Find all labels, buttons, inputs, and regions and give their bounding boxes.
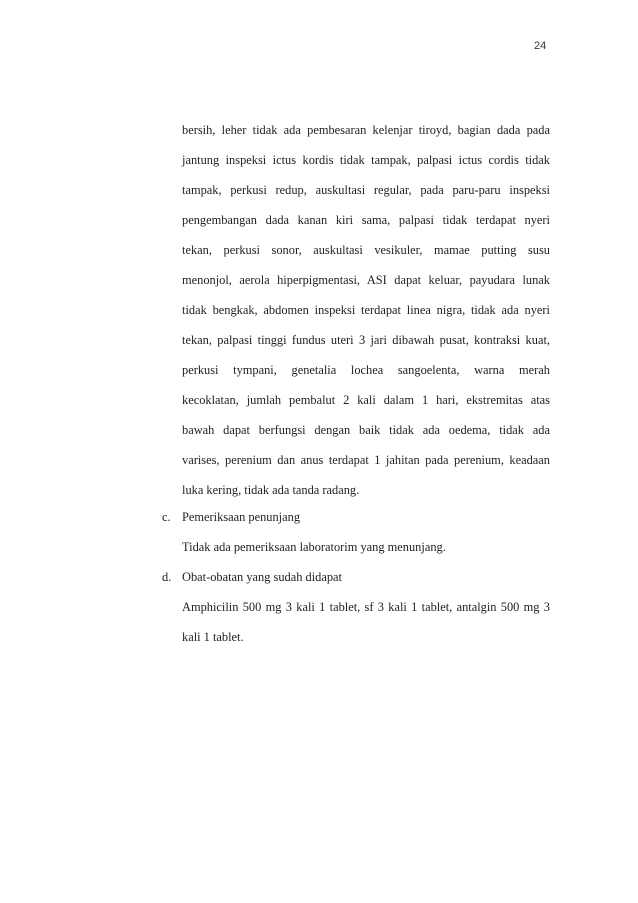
- section-line: Tidak ada pemeriksaan laboratorim yang menunjang.: [182, 540, 446, 554]
- paragraph-line: jantung inspeksi ictus kordis tidak tampak, palpasi ictus cordis tidak: [182, 153, 550, 167]
- paragraph-line: tekan, perkusi sonor, auskultasi vesikuler, mamae putting susu: [182, 243, 550, 257]
- paragraph-line: menonjol, aerola hiperpigmentasi, ASI dapat keluar, payudara lunak: [182, 273, 550, 287]
- section-heading-medications: [162, 569, 342, 585]
- page-number: 24: [534, 40, 547, 52]
- paragraph-line: tampak, perkusi redup, auskultasi regular, pada paru-paru inspeksi: [182, 183, 550, 197]
- section-title: Obat-obatan yang sudah didapat: [182, 570, 342, 584]
- section-heading-supporting-exam: [162, 509, 300, 525]
- list-marker: d.: [162, 570, 172, 584]
- paragraph-line: tekan, palpasi tinggi fundus uteri 3 jari dibawah pusat, kontraksi kuat,: [182, 333, 550, 347]
- paragraph-line: bersih, leher tidak ada pembesaran kelenjar tiroyd, bagian dada pada: [182, 123, 550, 137]
- paragraph-line: kecoklatan, jumlah pembalut 2 kali dalam 1 hari, ekstremitas atas: [182, 393, 550, 407]
- section-line: kali 1 tablet.: [182, 630, 244, 644]
- paragraph-line: pengembangan dada kanan kiri sama, palpasi tidak terdapat nyeri: [182, 213, 550, 227]
- section-title: Pemeriksaan penunjang: [182, 510, 301, 524]
- paragraph-line: luka kering, tidak ada tanda radang.: [182, 483, 360, 497]
- paragraph-line: bawah dapat berfungsi dengan baik tidak ada oedema, tidak ada: [182, 423, 550, 437]
- paragraph-line: varises, perenium dan anus terdapat 1 jahitan pada perenium, keadaan: [182, 453, 550, 467]
- paragraph-line: perkusi tympani, genetalia lochea sangoelenta, warna merah: [182, 363, 550, 377]
- paragraph-line: tidak bengkak, abdomen inspeksi terdapat linea nigra, tidak ada nyeri: [182, 303, 550, 317]
- section-line: Amphicilin 500 mg 3 kali 1 tablet, sf 3 kali 1 tablet, antalgin 500 mg 3: [182, 600, 550, 614]
- list-marker: c.: [162, 510, 171, 524]
